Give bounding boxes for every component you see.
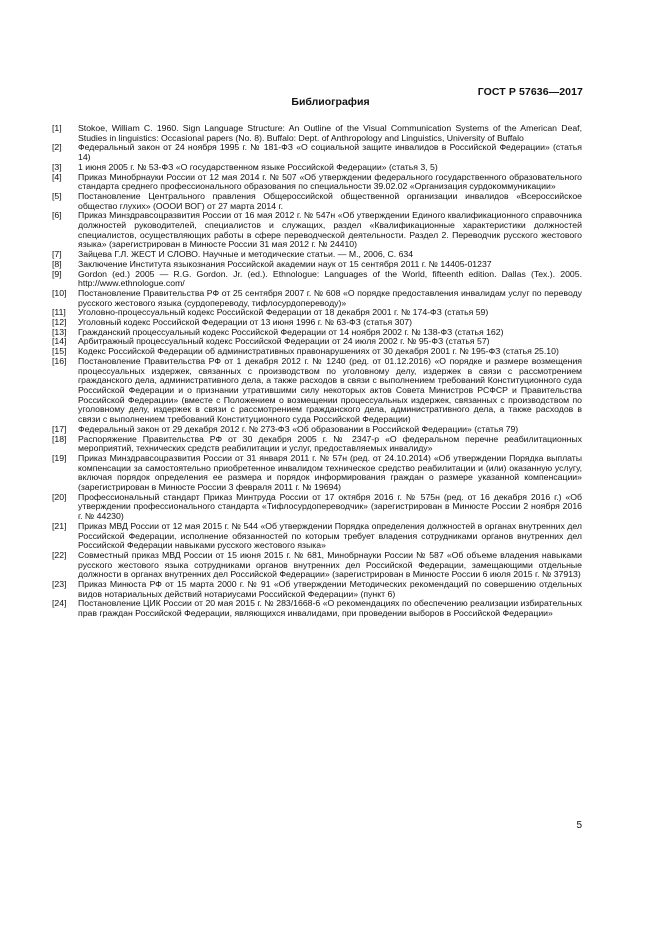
bibliography-entry — [52, 435, 582, 454]
entry-text: Gordon (ed.) 2005 — R.G. Gordon. Jr. (ed.). Ethnologue: Languages of the World, fifteenth edition. Dallas (Tex.). 2005. http://www.ethnologue.com/ — [78, 268, 582, 289]
entry-text: Постановление Центрального правления Общероссийской общественной организации инвалидов «Всероссийское общество глухих» (ОООИ ВОГ) от 27 марта 2014 г. — [78, 190, 582, 211]
bibliography-list — [52, 124, 582, 619]
entry-text: Арбитражный процессуальный кодекс Российской Федерации от 24 июля 2002 г. № 95-ФЗ (статья 57) — [78, 336, 490, 347]
entry-text: Постановление ЦИК России от 20 мая 2015 г. № 283/1668-6 «О рекомендациях по обеспечению реализации избирательных прав граждан Российской Федерации, являющихся инвалидами, при проведении выборов в Российской Федерации» — [78, 598, 582, 619]
entry-text: Уголовно-процессуальный кодекс Российской Федерации от 18 декабря 2001 г. № 174-ФЗ (статья 59) — [78, 307, 489, 318]
entry-number: [19] — [52, 452, 67, 463]
entry-text: Совместный приказ МВД России от 15 июня 2015 г. № 681, Минобрнауки России № 587 «Об объеме владения навыками русского жестового языка сотрудниками органов внутренних дел Российской Федерации, замещающими отдельные должности в органах внутренних дел Российской Федерации» (зарегистрирован в Минюсте России 6 июля 2015 г. № 37913) — [78, 549, 582, 580]
entry-number: [15] — [52, 346, 67, 357]
entry-text: Постановление Правительства РФ от 1 декабря 2012 г. № 1240 (ред. от 01.12.2016) «О порядке и размере возмещения процессуальных издержек, связанных с производством по уголовному делу, издержек в связи с рассмотрением гражданского дела, административного дела, а также расходов в связи с выполнением требований Конституционного суда Российской Федерации и о признании утратившими силу некоторых актов Совета Министров РСФСР и Правительства Российской Федерации» (вместе с Положением о возмещении процессуальных издержек, связанных с производством по уголовному делу, издержек в связи с рассмотрением гражданского дела, административного дела, а также расходов в связи с выполнением требований Конституционного суда Российской Федерации) — [78, 355, 582, 425]
bibliography-entry — [52, 551, 582, 580]
entry-number: [17] — [52, 423, 67, 434]
entry-text: Федеральный закон от 24 ноября 1995 г. № 181-ФЗ «О социальной защите инвалидов в Российской Федерации» (статья 14) — [78, 142, 582, 163]
entry-number: [10] — [52, 287, 67, 298]
bibliography-entry — [52, 211, 582, 250]
entry-text: Приказ Минздравсоцразвития России от 31 января 2011 г. № 57н (ред. от 24.10.2014) «Об утверждении Порядка выплаты компенсации за самостоятельно приобретенное инвалидом техническое средство реабилитации и (или) оказанную услугу, включая порядок определения ее размера и порядок информирования граждан о размере указанной компенсации» (зарегистрирован в Минюсте России 3 февраля 2011 г. № 19694) — [78, 452, 582, 493]
bibliography-entry — [52, 522, 582, 551]
entry-text: 1 июня 2005 г. № 53-ФЗ «О государственном языке Российской Федерации» (статья 3, 5) — [78, 161, 438, 172]
entry-text: Гражданский процессуальный кодекс Российской Федерации от 14 ноября 2002 г. № 138-ФЗ (статья 162) — [78, 326, 504, 337]
entry-text: Федеральный закон от 29 декабря 2012 г. № 273-ФЗ «Об образовании в Российской Федерации» (статья 79) — [78, 423, 519, 434]
entry-text: Профессиональный стандарт Приказ Минтруда России от 17 октября 2016 г. № 575н (ред. от 16 декабря 2016 г.) «Об утверждении профессионального стандарта «Тифлосурдопереводчик» (зарегистрирован в Минюсте России 2 ноября 2016 г. № 44230) — [78, 491, 582, 522]
entry-text: Приказ Минюста РФ от 15 марта 2000 г. № 91 «Об утверждении Методических рекомендаций по совершению отдельных видов нотариальных действий нотариусами Российской Федерации» (пункт 6) — [78, 579, 582, 599]
entry-number: [6] — [52, 210, 62, 221]
bibliography-entry — [52, 599, 582, 618]
entry-number: [8] — [52, 258, 62, 269]
page-title: Библиография — [291, 96, 370, 108]
entry-number: [16] — [52, 355, 67, 366]
entry-text: Уголовный кодекс Российской Федерации от 13 июня 1996 г. № 63-ФЗ (статья 307) — [78, 317, 413, 328]
bibliography-entry — [52, 192, 582, 211]
entry-text: Приказ МВД России от 12 мая 2015 г. № 544 «Об утверждении Порядка определения должностей в органах внутренних дел Российской Федерации, исполнение обязанностей по которым требует владения сотрудниками органов внутренних дел Российской Федерации навыками русского жестового языка» — [78, 520, 582, 551]
entry-number: [2] — [52, 142, 62, 153]
entry-number: [3] — [52, 161, 62, 172]
entry-text: Постановление Правительства РФ от 25 сентября 2007 г. № 608 «О порядке предоставления инвалидам услуг по переводу русского жестового языка (сурдопереводу, тифлосурдопереводу)» — [78, 287, 582, 308]
bibliography-entry — [52, 124, 582, 143]
entry-number: [21] — [52, 520, 67, 531]
entry-number: [1] — [52, 123, 62, 133]
entry-number: [18] — [52, 433, 67, 444]
standard-number: ГОСТ Р 57636—2017 — [477, 86, 583, 98]
entry-number: [13] — [52, 326, 67, 337]
entry-number: [4] — [52, 171, 62, 182]
entry-number: [23] — [52, 579, 67, 590]
bibliography-entry — [52, 143, 582, 162]
entry-text: Зайцева Г.Л. ЖЕСТ И СЛОВО. Научные и методические статьи. — М., 2006, С. 634 — [78, 249, 414, 260]
entry-text: Распоряжение Правительства РФ от 30 декабря 2005 г. № 2347-р «О федеральном перечне реабилитационных мероприятий, технических средств реабилитации и услуг, предоставляемых инвалиду» — [78, 433, 582, 454]
entry-text: Stokoe, William C. 1960. Sign Language Structure: An Outline of the Visual Communication Systems of the American Deaf, Studies in linguistics: Occasional papers (No. 8). Buffalo: Dept. of Anthropology and Linguistics, University of Buffalo — [78, 123, 582, 143]
entry-text: Приказ Минобрнауки России от 12 мая 2014 г. № 507 «Об утверждении федерального государственного образовательного стандарта среднего профессионального образования по специальности 39.02.02 «Организация сурдокоммуникации» — [78, 171, 582, 192]
entry-number: [11] — [52, 307, 66, 318]
entry-text: Кодекс Российской Федерации об административных правонарушениях от 30 декабря 2001 г. № 195-ФЗ (статья 25.10) — [78, 346, 559, 357]
entry-number: [9] — [52, 268, 62, 279]
bibliography-entry — [52, 173, 582, 192]
entry-number: [22] — [52, 549, 67, 560]
entry-number: [24] — [52, 598, 67, 609]
bibliography-entry — [52, 357, 582, 425]
entry-number: [5] — [52, 190, 62, 201]
entry-number: [14] — [52, 336, 67, 347]
bibliography-entry — [52, 493, 582, 522]
entry-text: Приказ Минздравсоцразвития России от 16 мая 2012 г. № 547н «Об утверждении Единого квалификационного справочника должностей руководителей, специалистов и служащих, раздел «Квалификационные характеристики должностей специалистов, осуществляющих работы в сфере переводческой деятельности. Раздел 2. Переводчик русского жестового языка» (зарегистрирован в Минюсте России 31 мая 2012 г. № 24410) — [78, 210, 582, 250]
entry-number: [7] — [52, 249, 62, 260]
bibliography-entry — [52, 289, 582, 308]
entry-number: [20] — [52, 491, 67, 502]
bibliography-entry — [52, 580, 582, 599]
bibliography-entry — [52, 270, 582, 289]
page-number: 5 — [576, 820, 582, 831]
entry-number: [12] — [52, 317, 67, 328]
bibliography-entry — [52, 454, 582, 493]
entry-text: Заключение Института языкознания Российской академии наук от 15 сентября 2011 г. № 14405-01237 — [78, 258, 492, 269]
